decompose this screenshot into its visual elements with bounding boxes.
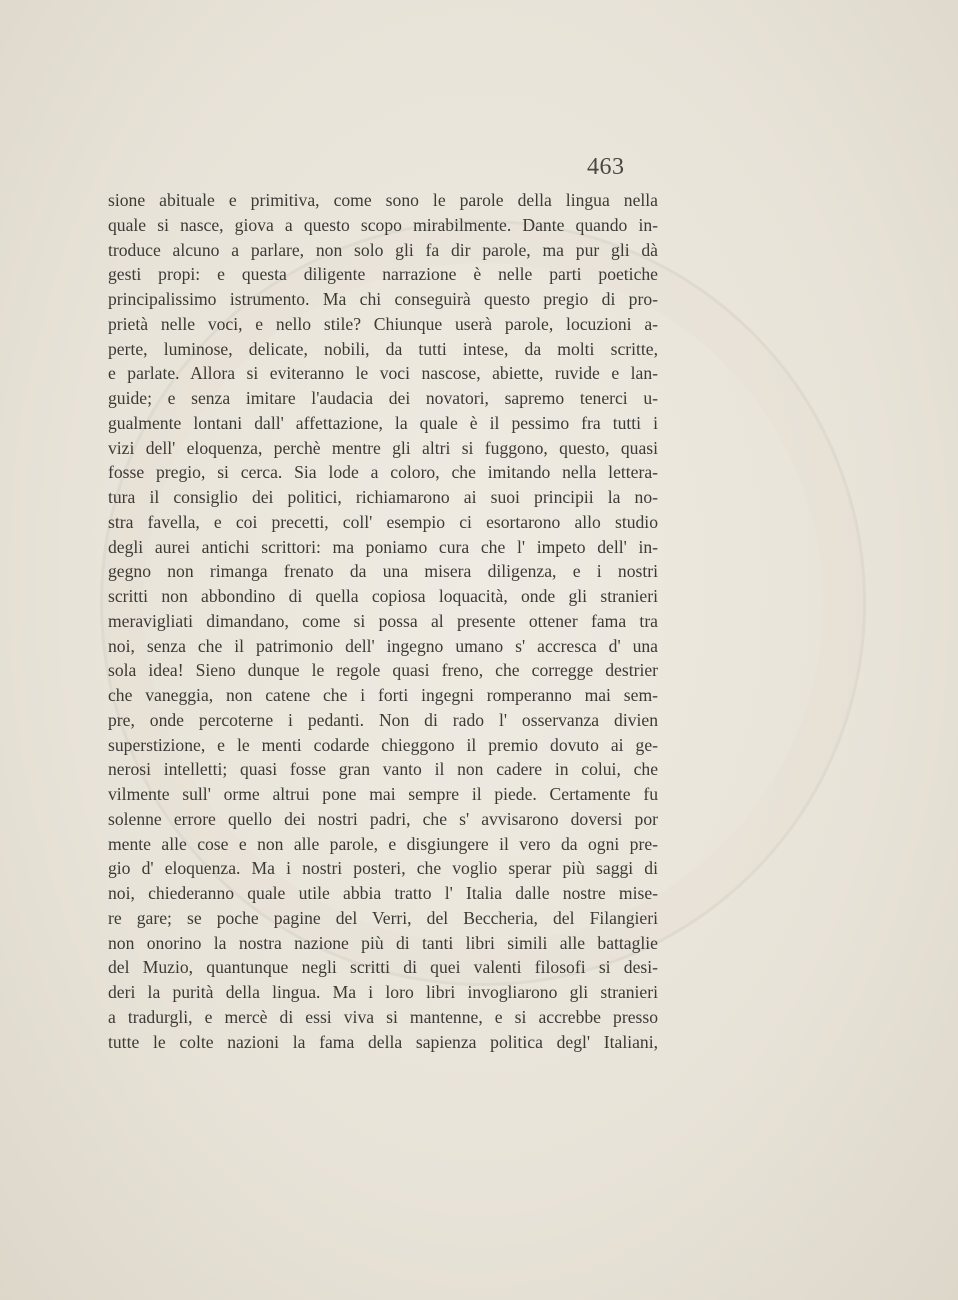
text-line: del Muzio, quantunque negli scritti di quei valenti filosofi si desi- [108, 957, 658, 978]
page-number: 463 [587, 154, 625, 180]
text-line: troduce alcuno a parlare, non solo gli fa dir parole, ma pur gli dà [108, 239, 658, 260]
text-line: quale si nasce, giova a questo scopo mirabilmente. Dante quando in- [108, 214, 658, 235]
text-line: tutte le colte nazioni la fama della sapienza politica degl' Italiani, [108, 1031, 658, 1052]
text-line: gio d' eloquenza. Ma i nostri posteri, che voglio sperar più saggi di [108, 858, 658, 879]
text-line: gualmente lontani dall' affettazione, la quale è il pessimo fra tutti i [108, 412, 658, 433]
text-line: fosse pregio, si cerca. Sia lode a coloro, che imitando nella lettera- [108, 462, 658, 483]
text-line: principalissimo istrumento. Ma chi conseguirà questo pregio di pro- [108, 289, 658, 309]
text-line: tura il consiglio dei politici, richiamarono ai suoi principii la no- [108, 487, 658, 507]
text-line: vilmente sull' orme altrui pone mai sempre il piede. Certamente fu [108, 784, 658, 804]
text-line: non onorino la nostra nazione più di tanti libri simili alle battaglie [108, 932, 658, 953]
text-line: sola idea! Sieno dunque le regole quasi freno, che corregge destrier [108, 660, 658, 681]
text-line: e parlate. Allora si eviteranno le voci nascose, abiette, ruvide e lan- [108, 363, 658, 384]
text-line: nerosi intelletti; quasi fosse gran vanto il non cadere in colui, che [108, 759, 658, 780]
text-line: degli aurei antichi scrittori: ma poniamo cura che l' impeto dell' in- [108, 536, 658, 557]
text-line: che vaneggia, non catene che i forti ingegni romperanno mai sem- [108, 685, 658, 705]
text-line: a tradurgli, e mercè di essi viva si mantenne, e si accrebbe presso [108, 1006, 658, 1027]
text-line: solenne errore quello dei nostri padri, che s' avvisarono doversi por [108, 808, 658, 829]
text-line: pre, onde percoterne i pedanti. Non di rado l' osservanza divien [108, 709, 658, 730]
body-text [108, 188, 658, 1054]
text-line: meravigliati dimandano, come si possa al presente ottener fama tra [108, 610, 658, 631]
text-line: gegno non rimanga frenato da una misera diligenza, e i nostri [108, 561, 658, 582]
text-line: scritti non abbondino di quella copiosa loquacità, onde gli stranieri [108, 586, 658, 606]
text-line: guide; e senza imitare l'audacia dei novatori, sapremo tenerci u- [108, 388, 658, 408]
text-line: perte, luminose, delicate, nobili, da tutti intese, da molti scritte, [108, 338, 658, 359]
text-line: noi, senza che il patrimonio dell' ingegno umano s' accresca d' una [108, 635, 658, 656]
text-line: vizi dell' eloquenza, perchè mentre gli altri si fuggono, questo, quasi [108, 437, 658, 458]
text-line: mente alle cose e non alle parole, e disgiungere il vero da ogni pre- [108, 833, 658, 854]
text-line: noi, chiederanno quale utile abbia tratto l' Italia dalle nostre mise- [108, 883, 658, 903]
text-line: sione abituale e primitiva, come sono le parole della lingua nella [108, 190, 658, 210]
text-line: deri la purità della lingua. Ma i loro libri invogliarono gli stranieri [108, 982, 658, 1002]
text-line: superstizione, e le menti codarde chieggono il premio dovuto ai ge- [108, 734, 658, 755]
text-line: gesti propi: e questa diligente narrazione è nelle parti poetiche [108, 264, 658, 285]
text-line: prietà nelle voci, e nello stile? Chiunque userà parole, locuzioni a- [108, 313, 658, 334]
text-line: stra favella, e coi precetti, coll' esempio ci esortarono allo studio [108, 511, 658, 532]
text-line: re gare; se poche pagine del Verri, del Beccheria, del Filangieri [108, 907, 658, 928]
